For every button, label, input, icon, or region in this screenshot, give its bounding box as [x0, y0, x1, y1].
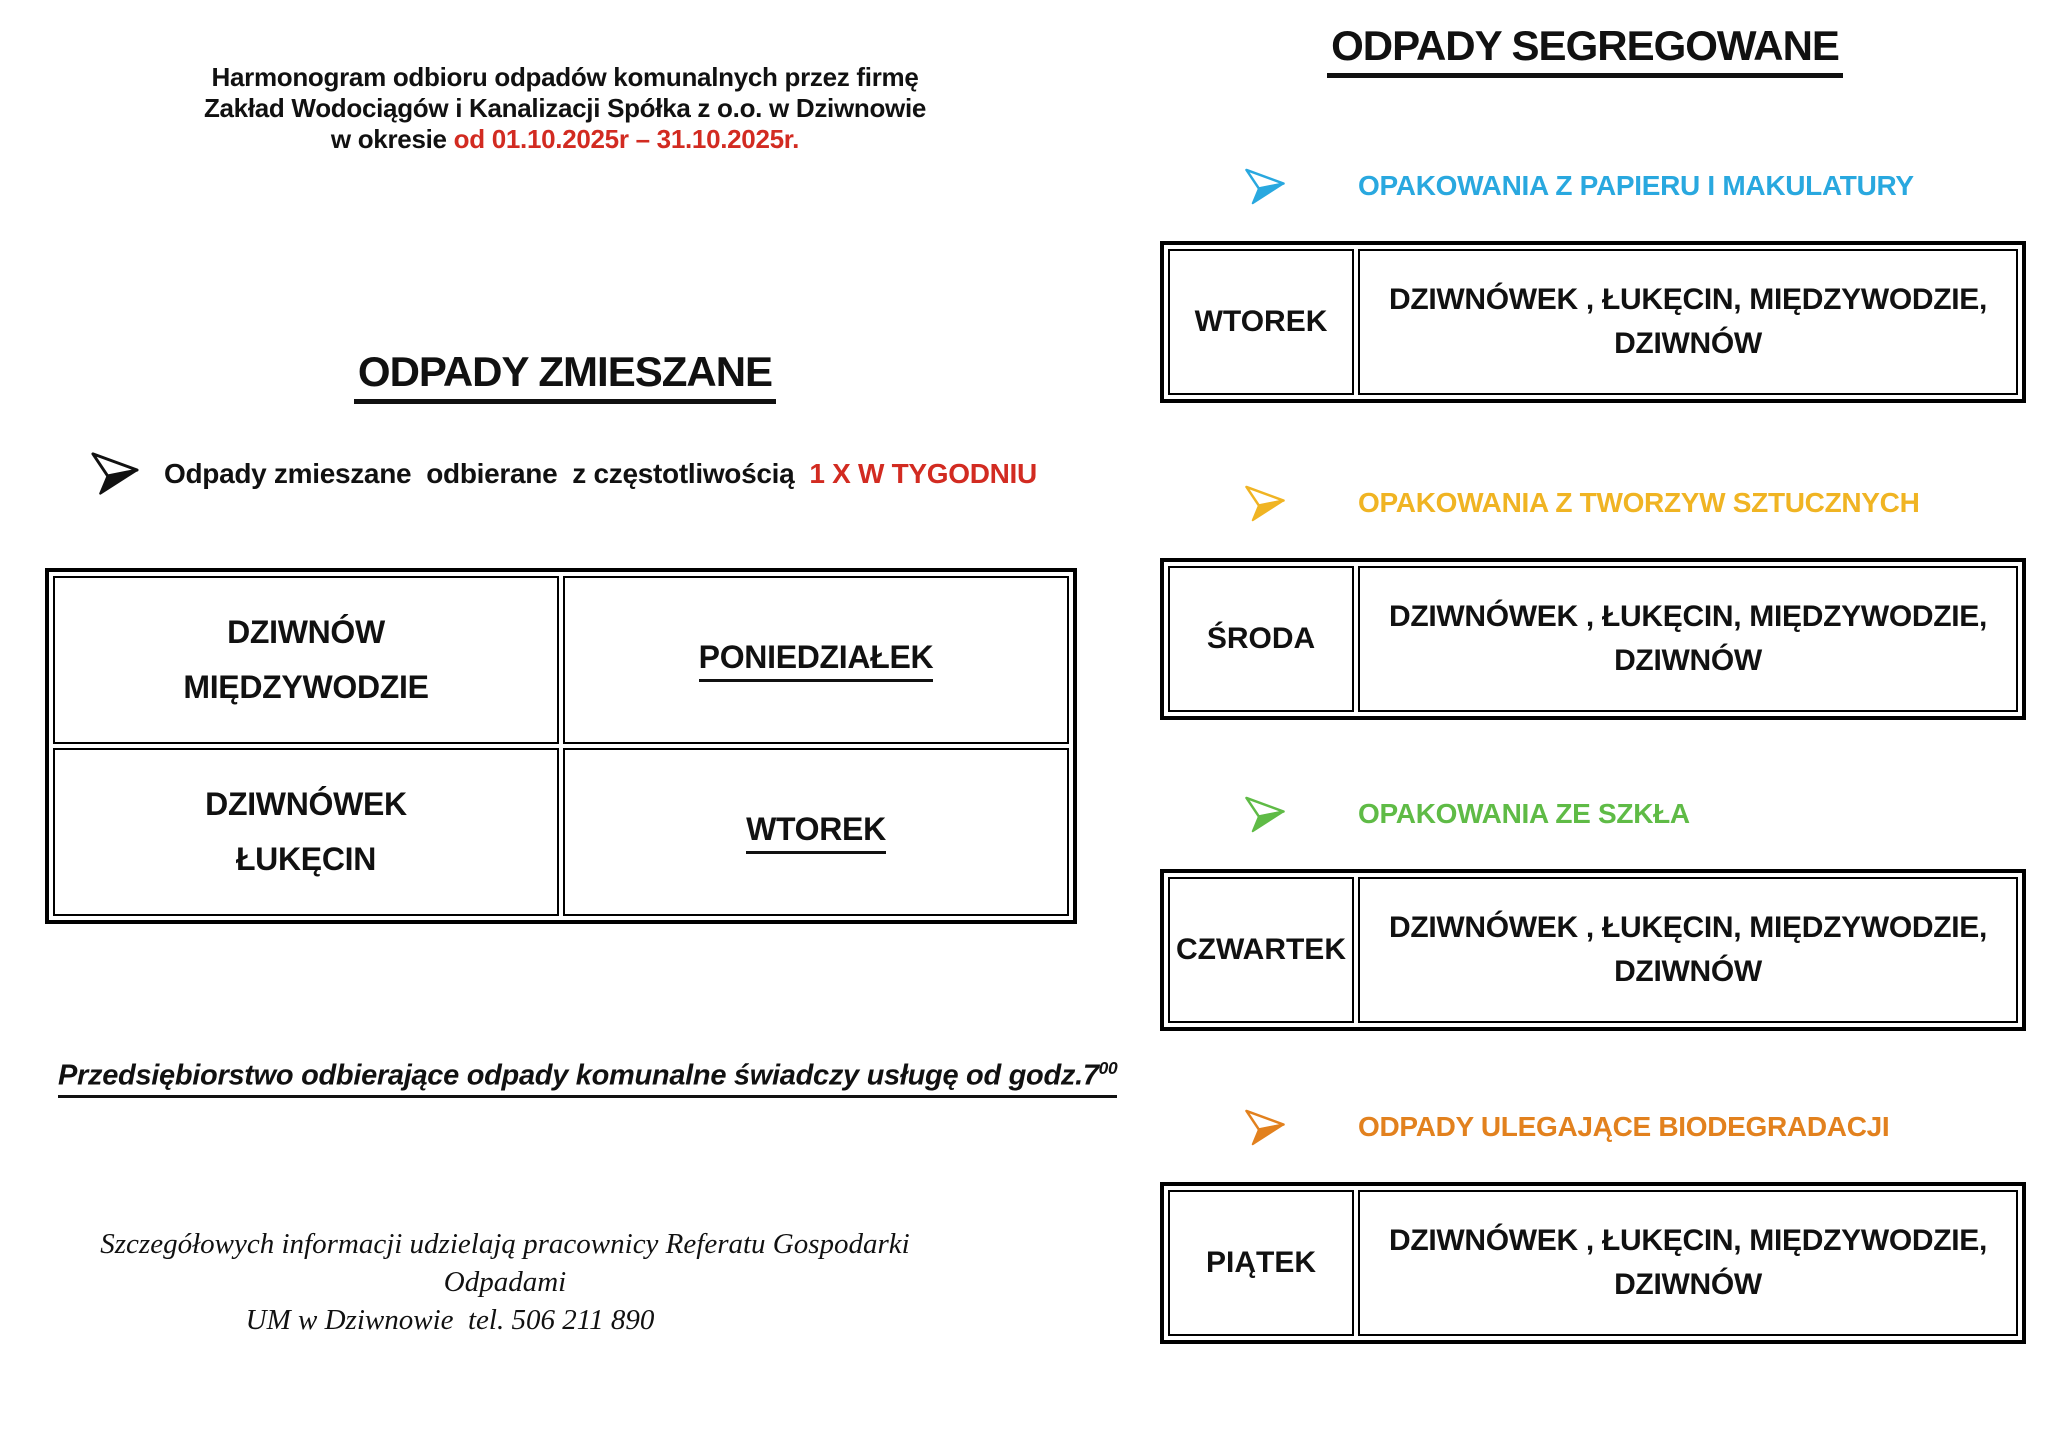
- area-name: DZIWNÓWEK: [205, 786, 407, 822]
- plastic-schedule-table: [1160, 558, 2026, 720]
- areas-list: DZIWNÓWEK , ŁUKĘCIN, MIĘDZYWODZIE, DZIWNÓW: [1388, 911, 1988, 988]
- contact-info: [60, 1225, 950, 1339]
- section-plastic: [1160, 482, 2028, 720]
- section-biodegradable: [1160, 1106, 2028, 1344]
- header-period-prefix: w okresie: [330, 124, 454, 154]
- section-bullet-row: [1160, 165, 2028, 207]
- section-bullet-row: [1160, 1106, 2028, 1148]
- day-label: PONIEDZIAŁEK: [699, 639, 934, 682]
- frequency-highlight: 1 X W TYGODNIU: [809, 458, 1037, 489]
- service-hours-note: [58, 1058, 1158, 1098]
- section-label: OPAKOWANIA Z TWORZYW SZTUCZNYCH: [1358, 487, 1920, 518]
- arrow-bullet-icon: [1242, 482, 1288, 524]
- areas-cell: [1358, 249, 2018, 395]
- arrow-bullet-icon: [88, 448, 142, 498]
- day-cell: CZWARTEK: [1168, 877, 1354, 1023]
- arrow-bullet-icon: [1242, 793, 1288, 835]
- mixed-waste-title-wrap: [150, 348, 980, 404]
- mixed-waste-bullet-row: [88, 448, 1088, 498]
- arrow-bullet-icon: [1242, 1106, 1288, 1148]
- section-paper: [1160, 165, 2028, 403]
- day-cell: PIĄTEK: [1168, 1190, 1354, 1336]
- section-label: ODPADY ULEGAJĄCE BIODEGRADACJI: [1358, 1111, 1890, 1142]
- table-row: [1168, 249, 2018, 395]
- area-name: MIĘDZYWODZIE: [183, 669, 429, 705]
- contact-info-line1: Szczegółowych informacji udzielają pracownicy Referatu Gospodarki Odpadami: [100, 1228, 910, 1298]
- biodegradable-schedule-table: [1160, 1182, 2026, 1344]
- day-cell: ŚRODA: [1168, 566, 1354, 712]
- area-cell: [53, 576, 559, 744]
- document-header: [150, 62, 980, 155]
- mixed-waste-table: [45, 568, 1077, 924]
- section-label: OPAKOWANIA Z PAPIERU I MAKULATURY: [1358, 170, 1914, 201]
- mixed-waste-frequency-text: [164, 458, 1037, 490]
- section-bullet-row: [1160, 482, 2028, 524]
- table-row: [1168, 877, 2018, 1023]
- header-period-dates: od 01.10.2025r – 31.10.2025r.: [453, 124, 800, 154]
- table-row: [53, 576, 1069, 744]
- area-name: DZIWNÓW: [227, 614, 385, 650]
- day-cell: [563, 576, 1069, 744]
- day-cell: WTOREK: [1168, 249, 1354, 395]
- header-line3: [150, 124, 980, 155]
- areas-cell: [1358, 1190, 2018, 1336]
- segregated-waste-title-wrap: [1160, 22, 2010, 78]
- areas-cell: [1358, 566, 2018, 712]
- areas-cell: [1358, 877, 2018, 1023]
- day-label: WTOREK: [746, 811, 886, 854]
- areas-list: DZIWNÓWEK , ŁUKĘCIN, MIĘDZYWODZIE, DZIWNÓW: [1388, 1224, 1988, 1301]
- area-name: ŁUKĘCIN: [235, 841, 377, 877]
- paper-schedule-table: [1160, 241, 2026, 403]
- day-cell: [563, 748, 1069, 916]
- section-bullet-row: [1160, 793, 2028, 835]
- arrow-bullet-icon: [1242, 165, 1288, 207]
- segregated-waste-title: ODPADY SEGREGOWANE: [1327, 22, 1843, 78]
- contact-info-line2: UM w Dziwnowie tel. 506 211 890: [245, 1304, 655, 1336]
- table-row: [53, 748, 1069, 916]
- section-label: OPAKOWANIA ZE SZKŁA: [1358, 798, 1690, 829]
- frequency-text: Odpady zmieszane odbierane z częstotliwością: [164, 458, 810, 489]
- header-line2: Zakład Wodociągów i Kanalizacji Spółka z o.o. w Dziwnowie: [203, 93, 927, 123]
- table-row: [1168, 1190, 2018, 1336]
- areas-list: DZIWNÓWEK , ŁUKĘCIN, MIĘDZYWODZIE, DZIWNÓW: [1388, 600, 1988, 677]
- service-hours-text: Przedsiębiorstwo odbierające odpady komunalne świadczy usługę od godz.7: [58, 1059, 1099, 1092]
- mixed-waste-title: ODPADY ZMIESZANE: [354, 348, 776, 404]
- section-glass: [1160, 793, 2028, 1031]
- area-cell: [53, 748, 559, 916]
- table-row: [1168, 566, 2018, 712]
- header-line1: Harmonogram odbioru odpadów komunalnych przez firmę: [211, 62, 919, 92]
- service-hours-superscript: 00: [1098, 1058, 1118, 1078]
- glass-schedule-table: [1160, 869, 2026, 1031]
- areas-list: DZIWNÓWEK , ŁUKĘCIN, MIĘDZYWODZIE, DZIWNÓW: [1388, 283, 1988, 360]
